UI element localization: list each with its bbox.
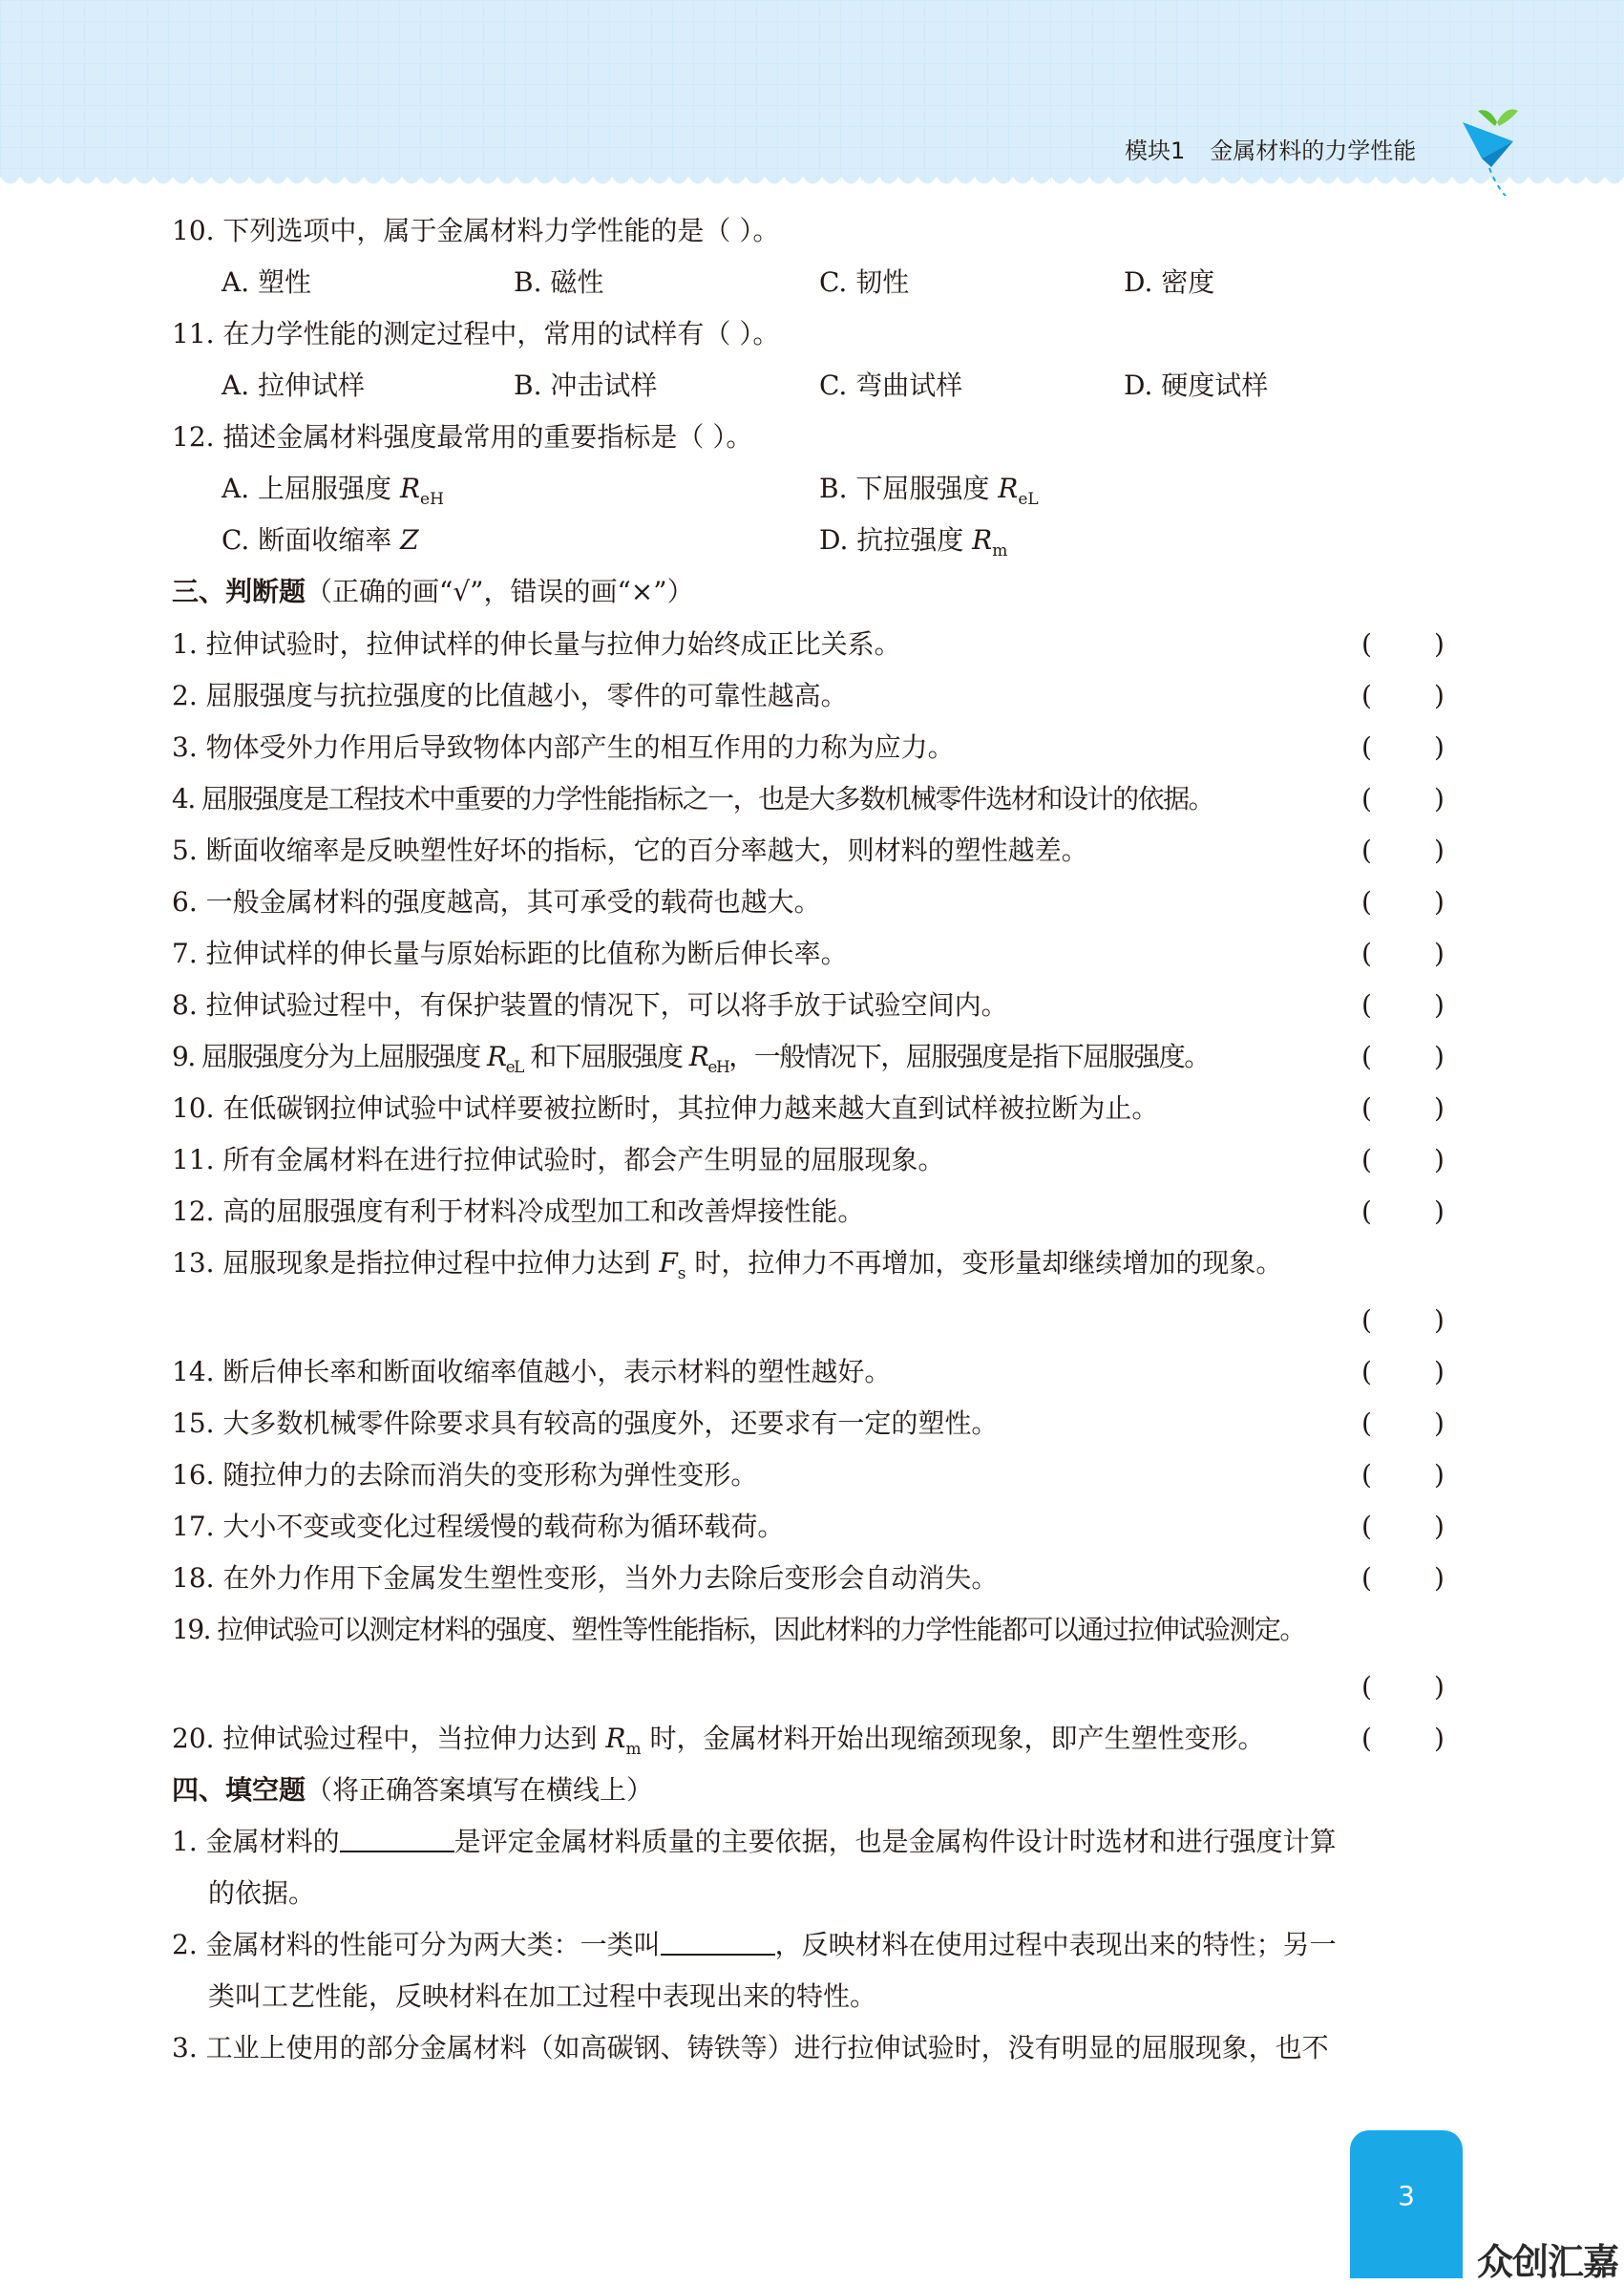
fill-q1-blank[interactable] [340,1826,454,1852]
choice-q11-d: D. 硬度试样 [1124,370,1269,401]
fill-q1-line2: 的依据。 [208,1877,316,1909]
choice-q12-d: D. 抗拉强度 $R_m$ [819,524,1008,561]
judge-q18: 18. 在外力作用下金属发生塑性变形，当外力去除后变形会自动消失。 [172,1562,999,1594]
module-label: 模块1 [1125,138,1186,164]
judge-q4: 4. 屈服强度是工程技术中重要的力学性能指标之一，也是大多数机械零件选材和设计的依据。 [172,783,1214,815]
fill-q3-line1: 3. 工业上使用的部分金属材料（如高碳钢、铸铁等）进行拉伸试验时，没有明显的屈服现象，也不 [172,2032,1329,2063]
choice-q12-c: C. 断面收缩率 Z [221,524,419,556]
choice-q11-c: C. 弯曲试样 [819,370,963,401]
choice-q10-a: A. 塑性 [221,266,312,298]
module-title: 金属材料的力学性能 [1210,138,1417,164]
page-body: 10. 下列选项中，属于金属材料力学性能的是（ ）。 A. 塑性 B. 磁性 C. 韧性 D. 密度 11. 在力学性能的测定过程中，常用的试样有（ ）。 A. 拉伸试样 B. 冲击试样 C. 弯曲试样 D. 硬度试样 12. 描述金属材料强度最常用的重要指标是（ ）。 A. 上屈服强度 $R_{eH}$ B. 下屈服强度 $R_{eL}$ C. 断面收缩率 Z D. 抗拉强度 $R_m$ 三、判断题（正确的画“√”，错误的画“×”） 1. 拉伸试验时，拉伸试样的伸长量与拉伸力始终成正比关系。 ( ) 2. 屈服强度与抗拉强度的比值越小，零件的可靠性越高。 ( ) 3. 物体受外力作用后导致物体内部产生的相互作用的力称为应力。 ( ) 4. 屈服强度是工程技术中重要的力学性能指标之一，也是大多数机械零件选材和设计的依据。 ( ) 5. 断面收缩率是反映塑性好坏的指标，它的百分率越大，则材料的塑性越差。 ( ) 6. 一般金属材料的强度越高，其可承受的载荷也越大。 ( ) 7. 拉伸试样的伸长量与原始标距的比值称为断后伸长率。 ( ) 8. 拉伸试验过程中，有保护装置的情况下，可以将手放于试验空间内。 ( ) 9. 屈服强度分为上屈服强度 $R_{eL}$ 和下屈服强度 $R_{eH}$，一般情况下，屈服强度是指下屈服强度。 ( ) 10. 在低碳钢拉伸试验中试样要被拉断时，其拉伸力越来越大直到试样被拉断为止。 ( ) 11. 所有金属材料在进行拉伸试验时，都会产生明显的屈服现象。 ( ) 12. 高的屈服强度有利于材料冷成型加工和改善焊接性能。 ( ) 13. 屈服现象是指拉伸过程中拉伸力达到 $F_s$ 时，拉伸力不再增加，变形量却继续增加的现象。 ( ) 14. 断后伸长率和断面收缩率值越小，表示材料的塑性越好。 ( ) 15. 大多数机械零件除要求具有较高的强度外，还要求有一定的塑性。 ( ) 16. 随拉伸力的去除而消失的变形称为弹性变形。 ( ) 17. 大小不变或变化过程缓慢的载荷称为循环载荷。 ( ) 18. 在外力作用下金属发生塑性变形，当外力去除后变形会自动消失。 ( ) 19. 拉伸试验可以测定材料的强度、塑性等性能指标，因此材料的力学性能都可以通过拉伸试验测定。 ( ) 20. 拉伸试验过程中，当拉伸力达到 $R_m$ 时，金属材料开始出现缩颈现象，即产生塑性变形。 ( ) 四、填空题（将正确答案填写在横线上） 1. 金属材料的 是评定金属材料质量的主要依据，也是金属构件设计时选材和进行强度计算 的依据。 2. 金属材料的性能可分为两大类：一类叫 ，反映材料在使用过程中表现出来的特性；另一 类叫工艺性能，反映材料在加工过程中表现出来的特性。 3. 工业上使用的部分金属材料（如高碳钢、铸铁等）进行拉伸试验时，没有明显的屈服现象，也不 [0,0,1624,2278]
fill-q1-line1: 1. 金属材料的 是评定金属材料质量的主要依据，也是金属构件设计时选材和进行强度计算 [172,1826,1337,1857]
choice-q11-stem: 11. 在力学性能的测定过程中，常用的试样有（ ）。 [172,318,780,349]
judge-q9: 9. 屈服强度分为上屈服强度 $R_{eL}$ 和下屈服强度 $R_{eH}$，一般情况下，屈服强度是指下屈服强度。 [172,1041,1210,1077]
choice-q11-b: B. 冲击试样 [514,370,658,401]
choice-q10-stem: 10. 下列选项中，属于金属材料力学性能的是（ ）。 [172,215,780,246]
judge-q11: 11. 所有金属材料在进行拉伸试验时，都会产生明显的屈服现象。 [172,1144,945,1175]
judge-q19: 19. 拉伸试验可以测定材料的强度、塑性等性能指标，因此材料的力学性能都可以通过拉伸试验测定。 [172,1614,1305,1645]
judge-q16: 16. 随拉伸力的去除而消失的变形称为弹性变形。 [172,1459,758,1491]
judge-q3: 3. 物体受外力作用后导致物体内部产生的相互作用的力称为应力。 [172,731,955,763]
judge-q2: 2. 屈服强度与抗拉强度的比值越小，零件的可靠性越高。 [172,680,848,711]
judge-q20: 20. 拉伸试验过程中，当拉伸力达到 $R_m$ 时，金属材料开始出现缩颈现象，即产生塑性变形。 [172,1723,1265,1759]
judge-q13: 13. 屈服现象是指拉伸过程中拉伸力达到 $F_s$ 时，拉伸力不再增加，变形量却继续增加的现象。 [172,1247,1283,1283]
judge-q10: 10. 在低碳钢拉伸试验中试样要被拉断时，其拉伸力越来越大直到试样被拉断为止。 [172,1092,1159,1124]
choice-q11-a: A. 拉伸试样 [221,370,366,401]
judge-q17: 17. 大小不变或变化过程缓慢的载荷称为循环载荷。 [172,1511,785,1542]
fill-q2-line1: 2. 金属材料的性能可分为两大类：一类叫 ，反映材料在使用过程中表现出来的特性；另一 [172,1929,1337,1960]
page-number: 3 [1398,2180,1415,2211]
section-judge-heading: 三、判断题（正确的画“√”，错误的画“×”） [172,576,694,607]
choice-q10-c: C. 韧性 [819,266,910,298]
choice-q10-b: B. 磁性 [514,266,604,298]
judge-q12: 12. 高的屈服强度有利于材料冷成型加工和改善焊接性能。 [172,1195,865,1227]
fill-q2-blank[interactable] [661,1929,775,1956]
choice-q12-stem: 12. 描述金属材料强度最常用的重要指标是（ ）。 [172,421,753,453]
watermark: 众创汇嘉 [1477,2241,1619,2283]
choice-q10-d: D. 密度 [1124,266,1215,298]
judge-q15: 15. 大多数机械零件除要求具有较高的强度外，还要求有一定的塑性。 [172,1407,999,1439]
judge-q8: 8. 拉伸试验过程中，有保护装置的情况下，可以将手放于试验空间内。 [172,989,1008,1021]
choice-q12-a: A. 上屈服强度 $R_{eH}$ [221,473,444,509]
section-fill-heading: 四、填空题（将正确答案填写在横线上） [172,1774,654,1806]
judge-q7: 7. 拉伸试样的伸长量与原始标距的比值称为断后伸长率。 [172,938,848,969]
judge-q1: 1. 拉伸试验时，拉伸试样的伸长量与拉伸力始终成正比关系。 [172,628,901,660]
judge-q5: 5. 断面收缩率是反映塑性好坏的指标，它的百分率越大，则材料的塑性越差。 [172,835,1088,866]
fill-q2-line2: 类叫工艺性能，反映材料在加工过程中表现出来的特性。 [208,1980,877,2012]
judge-q14: 14. 断后伸长率和断面收缩率值越小，表示材料的塑性越好。 [172,1356,892,1387]
judge-q6: 6. 一般金属材料的强度越高，其可承受的载荷也越大。 [172,886,821,918]
choice-q12-b: B. 下屈服强度 $R_{eL}$ [819,473,1039,509]
page-number-tab [1350,2130,1463,2278]
